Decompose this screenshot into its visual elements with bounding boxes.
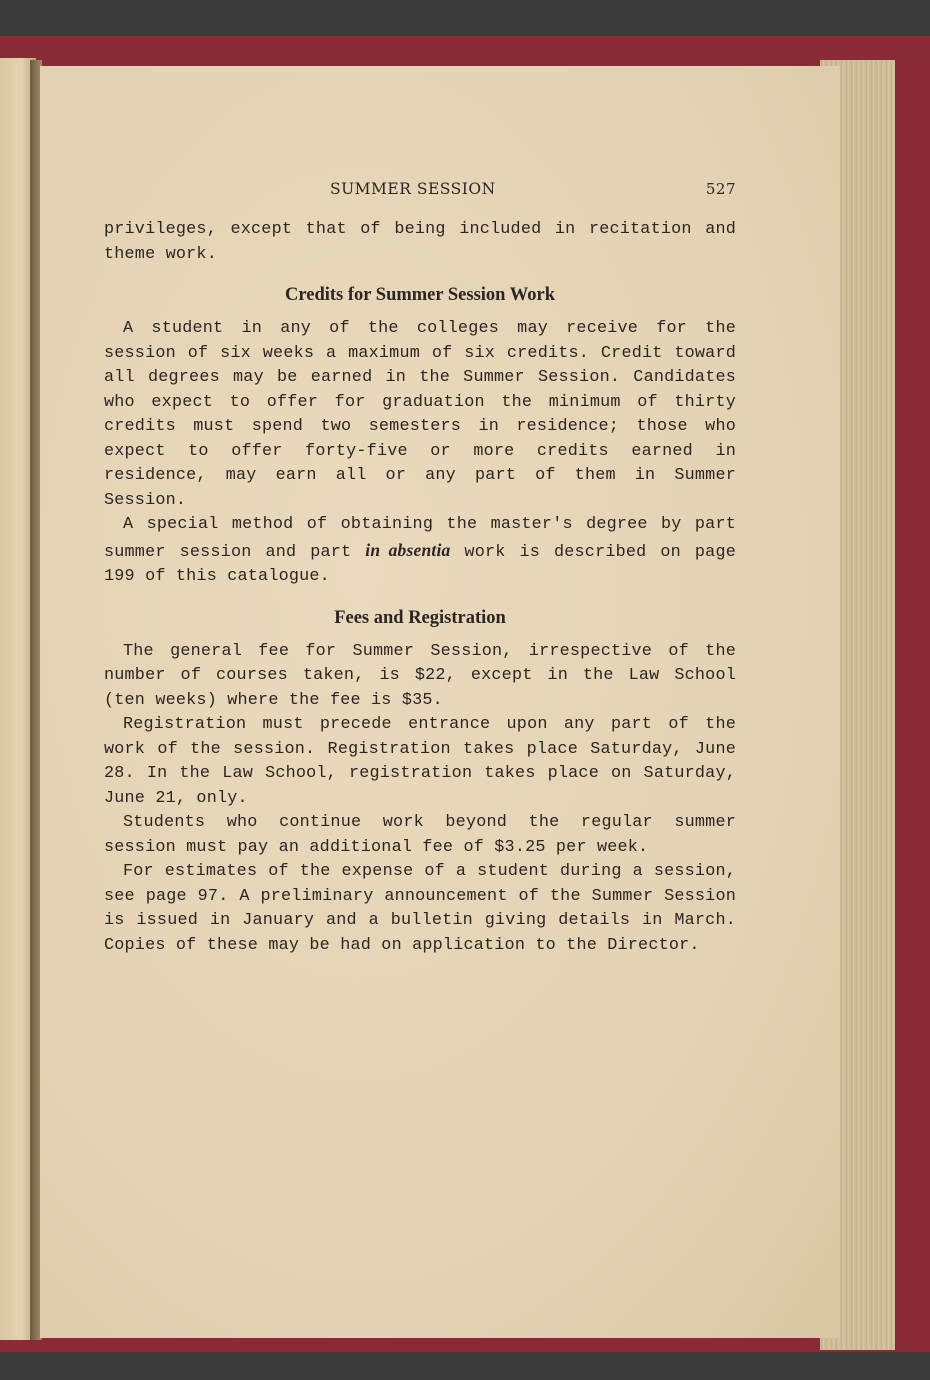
paragraph-estimates: For estimates of the expense of a student during a session, see page 97. A preliminary announcement of the Summer Session is issued in January and a bulletin giving details in March. Copies of these may be had on application to the Director. <box>104 862 736 955</box>
running-head <box>104 180 736 198</box>
section-heading-credits: Credits for Summer Session Work <box>285 285 555 305</box>
paragraph-fees: The general fee for Summer Session, irrespective of the number of courses taken, is $22, except in the Law School (ten weeks) where the fee is $35. <box>104 641 736 710</box>
section-heading-fees: Fees and Registration <box>334 607 506 628</box>
paragraph-registration: Registration must precede entrance upon any part of the work of the session. Registration takes place Saturday, June 28. In the Law School, registration takes place on Saturday, June 21, only. <box>104 715 736 808</box>
page-content <box>104 180 736 958</box>
paragraph-continued: privileges, except that of being included in recitation and theme work. <box>104 220 736 264</box>
page-number: 527 <box>705 180 736 198</box>
running-title: SUMMER SESSION <box>330 180 496 198</box>
paragraph-masters-degree <box>104 513 736 590</box>
italic-term: in absentia <box>365 539 451 560</box>
paragraph-credits: A student in any of the colleges may receive for the session of six weeks a maximum of six credits. Credit toward all degrees may be earned in the Summer Session. Candidates who expect to offer for graduation the minimum of thirty credits must spend two semesters in residence; those who expect to offer forty-five or more credits earned in residence, may earn all or any part of them in Summer Session. <box>104 319 736 510</box>
text-run: A special method of obtaining the master's degree by part summer session and part <box>104 515 736 562</box>
paragraph-additional-fee: Students who continue work beyond the regular summer session must pay an additional fee of $3.25 per week. <box>104 813 736 857</box>
text-run: work is described on page 199 of this catalogue. <box>104 542 736 586</box>
